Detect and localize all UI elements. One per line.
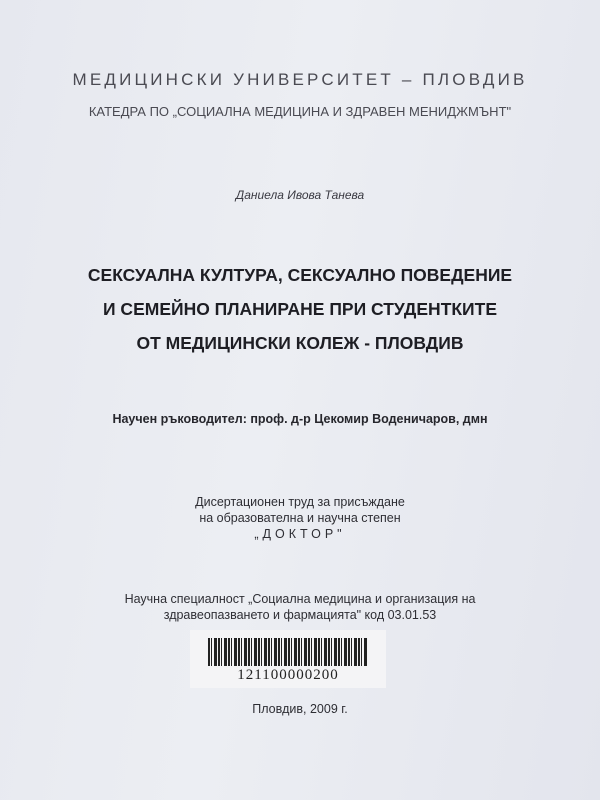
university-name: МЕДИЦИНСКИ УНИВЕРСИТЕТ – ПЛОВДИВ xyxy=(72,70,528,89)
supervisor: Научен ръководител: проф. д-р Цекомир Воденичаров, дмн xyxy=(112,412,488,426)
title-line: И СЕМЕЙНО ПЛАНИРАНЕ ПРИ СТУДЕНТКИТЕ xyxy=(102,299,497,319)
barcode-number: 121100000200 xyxy=(237,667,339,683)
title-line: СЕКСУАЛНА КУЛТУРА, СЕКСУАЛНО ПОВЕДЕНИЕ xyxy=(87,265,513,285)
dissertation-line: на образователна и научна степен xyxy=(199,511,401,525)
barcode-bars xyxy=(208,638,368,666)
dissertation-note xyxy=(0,494,600,542)
specialty xyxy=(0,591,600,623)
dissertation-line: Дисертационен труд за присъждане xyxy=(195,495,405,509)
barcode-label xyxy=(190,630,386,688)
author-name: Даниела Ивова Танева xyxy=(235,188,365,202)
specialty-line: Научна специалност „Социална медицина и организация на xyxy=(124,592,476,606)
city-year: Пловдив, 2009 г. xyxy=(252,702,348,716)
title-line: ОТ МЕДИЦИНСКИ КОЛЕЖ - ПЛОВДИВ xyxy=(136,333,464,353)
dissertation-title xyxy=(0,258,600,360)
department-name: КАТЕДРА ПО „СОЦИАЛНА МЕДИЦИНА И ЗДРАВЕН МЕНИДЖМЪНТ" xyxy=(88,104,512,119)
degree: „ДОКТОР" xyxy=(254,527,346,541)
specialty-line: здравеопазването и фармацията" код 03.01.53 xyxy=(163,608,437,622)
